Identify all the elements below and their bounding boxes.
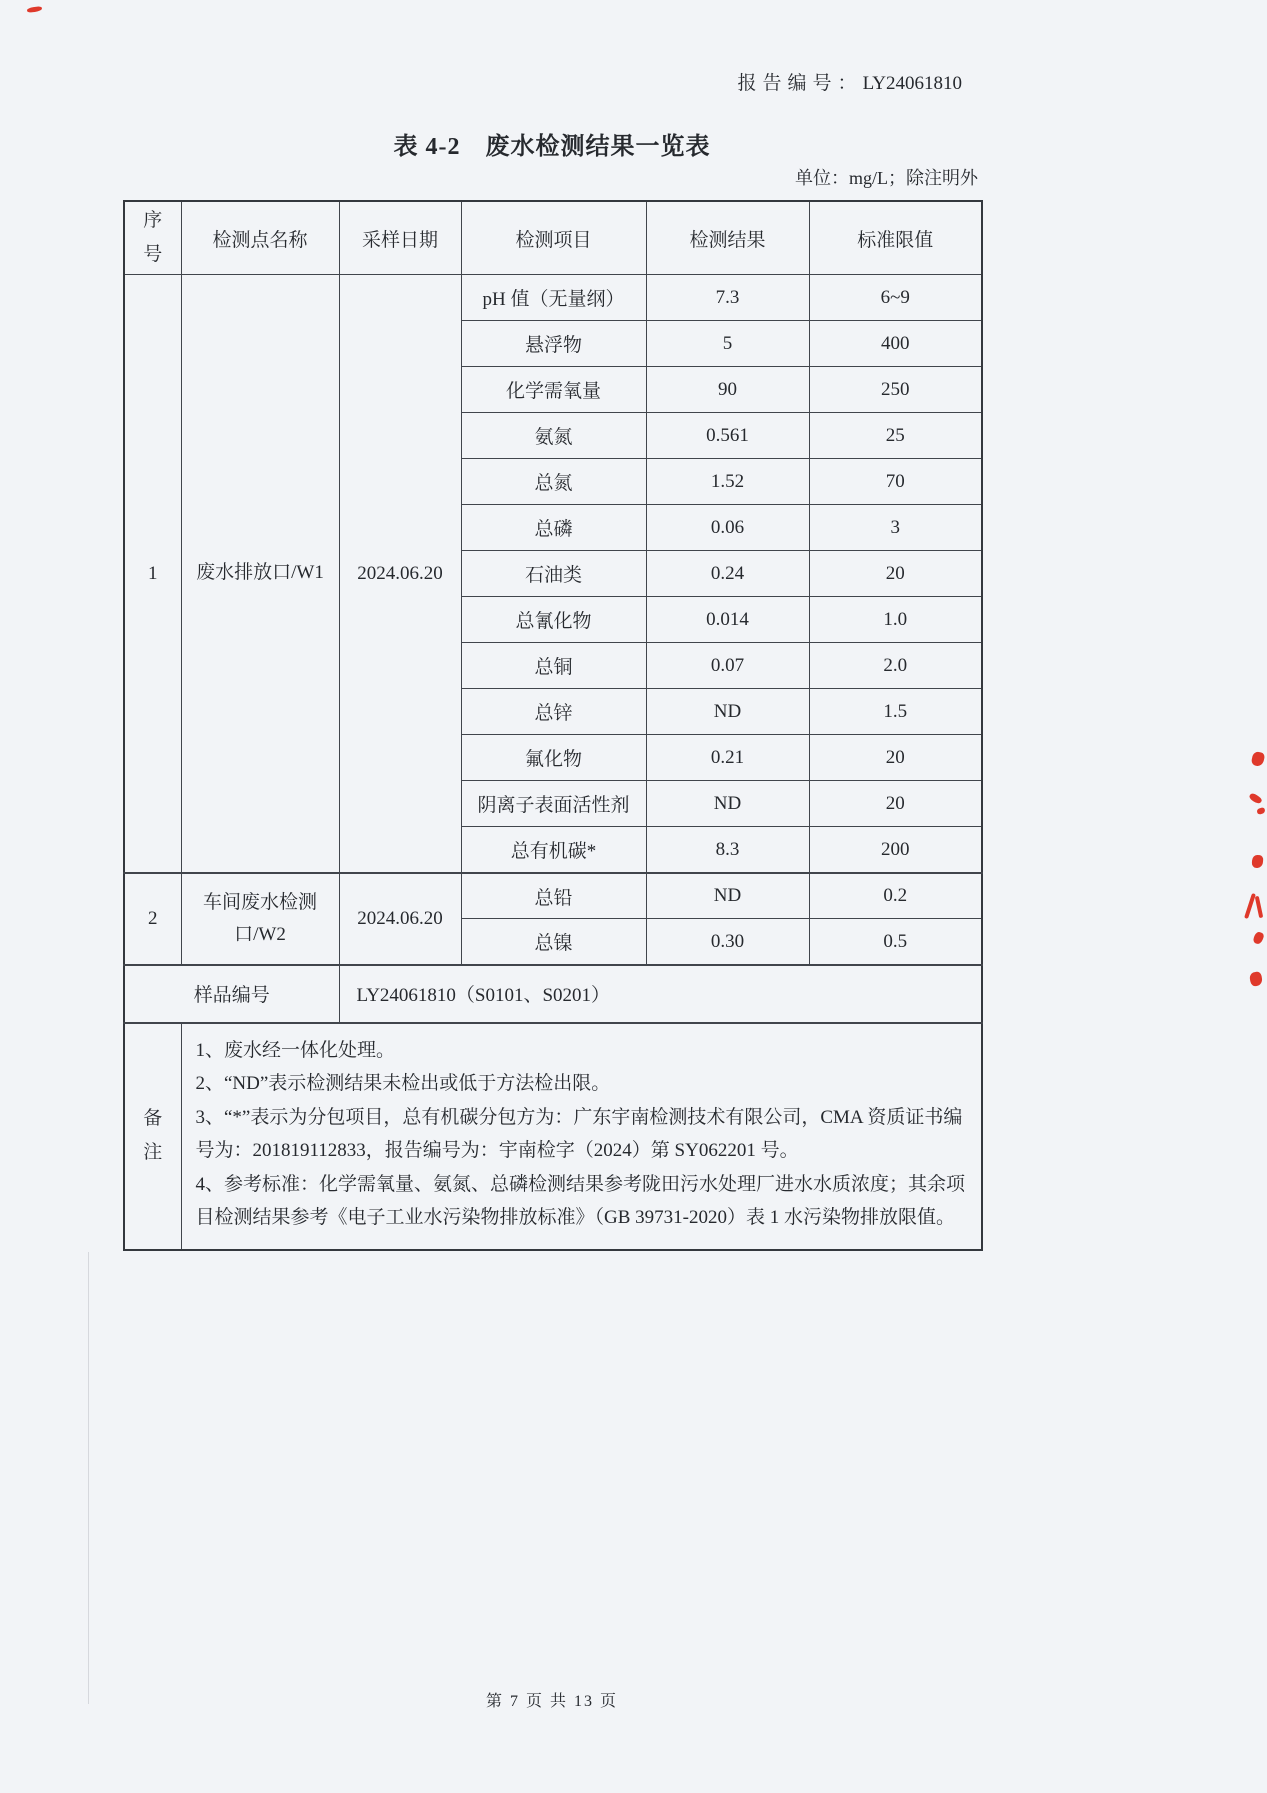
remarks-row	[124, 1023, 982, 1250]
test-result: ND	[646, 689, 809, 735]
limit-value: 1.0	[809, 597, 982, 643]
sample-id-row	[124, 965, 982, 1023]
stamp-fragment	[1248, 792, 1263, 805]
monitoring-point-text: 车间废水检测口/W2	[202, 891, 317, 945]
limit-value: 70	[809, 459, 982, 505]
results-tbody	[124, 275, 982, 965]
limit-value: 2.0	[809, 643, 982, 689]
remarks-cell	[181, 1023, 982, 1250]
test-result: 7.3	[646, 275, 809, 321]
test-result: 90	[646, 367, 809, 413]
limit-value: 25	[809, 413, 982, 459]
col-header-limit: 标准限值	[809, 201, 982, 275]
test-result: 0.24	[646, 551, 809, 597]
monitoring-point	[181, 873, 339, 965]
col-header-index-text: 序号	[143, 210, 163, 266]
test-item: 悬浮物	[461, 321, 646, 367]
test-item: 总磷	[461, 505, 646, 551]
test-item: 总铜	[461, 643, 646, 689]
limit-value: 20	[809, 735, 982, 781]
limit-value: 20	[809, 781, 982, 827]
sampling-date: 2024.06.20	[339, 873, 461, 965]
limit-value: 0.2	[809, 873, 982, 919]
table-header-row	[124, 201, 982, 275]
test-item: 石油类	[461, 551, 646, 597]
wastewater-results-table	[123, 200, 983, 1251]
stamp-fragment	[1255, 896, 1263, 918]
remarks-label	[124, 1023, 181, 1250]
limit-value: 0.5	[809, 919, 982, 965]
test-result: 0.561	[646, 413, 809, 459]
limit-value: 1.5	[809, 689, 982, 735]
test-result: 5	[646, 321, 809, 367]
report-number-label: 报告编号：	[737, 73, 863, 94]
test-item: 总镍	[461, 919, 646, 965]
table-row	[124, 275, 982, 321]
col-header-result: 检测结果	[646, 201, 809, 275]
test-result: 0.30	[646, 919, 809, 965]
test-item: 总有机碳*	[461, 827, 646, 873]
report-number	[738, 68, 962, 95]
stamp-fragment	[1249, 971, 1263, 987]
limit-value: 20	[809, 551, 982, 597]
sampling-date: 2024.06.20	[339, 275, 461, 873]
limit-value: 250	[809, 367, 982, 413]
test-result: 0.014	[646, 597, 809, 643]
sample-id-label: 样品编号	[124, 965, 339, 1023]
unit-note: 单位：mg/L；除注明外	[795, 168, 978, 188]
limit-value: 200	[809, 827, 982, 873]
sample-id-value: LY24061810（S0101、S0201）	[339, 965, 982, 1023]
remarks-label-text: 备注	[143, 1108, 163, 1164]
stamp-fragment	[1251, 751, 1266, 767]
test-item: 总氮	[461, 459, 646, 505]
test-item: 氨氮	[461, 413, 646, 459]
remark-line: 4、参考标准：化学需氧量、氨氮、总磷检测结果参考陇田污水处理厂进水水质浓度；其余项目检测结果参考《电子工业水污染物排放标准》（GB 39731-2020）表 1 水污染物排放限值。	[195, 1173, 966, 1229]
scan-artifact-line	[88, 1252, 89, 1704]
test-result: 1.52	[646, 459, 809, 505]
monitoring-point-text: 废水排放口/W1	[196, 562, 324, 584]
col-header-index	[124, 201, 181, 275]
test-item: 氟化物	[461, 735, 646, 781]
page-title: 表 4-2 废水检测结果一览表	[393, 134, 711, 160]
monitoring-point	[181, 275, 339, 873]
test-item: 化学需氧量	[461, 367, 646, 413]
test-result: ND	[646, 781, 809, 827]
col-header-date: 采样日期	[339, 201, 461, 275]
test-result: ND	[646, 873, 809, 919]
remark-line: 2、“ND”表示检测结果未检出或低于方法检出限。	[195, 1073, 611, 1095]
row-index: 2	[124, 873, 181, 965]
remark-line: 1、废水经一体化处理。	[195, 1039, 396, 1061]
test-item: 阴离子表面活性剂	[461, 781, 646, 827]
stamp-fragment	[1256, 807, 1265, 815]
report-number-value: LY24061810	[862, 73, 962, 94]
remark-line: 3、“*”表示为分包项目，总有机碳分包方为：广东宇南检测技术有限公司，CMA 资质证书编号为：201819112833，报告编号为：宇南检字（2024）第 SY062201 号。	[195, 1106, 963, 1162]
stamp-fragment	[1251, 855, 1263, 869]
test-item: pH 值（无量纲）	[461, 275, 646, 321]
limit-value: 6~9	[809, 275, 982, 321]
test-result: 0.07	[646, 643, 809, 689]
page-footer: 第 7 页 共 13 页	[485, 1693, 618, 1710]
stamp-fragment	[1252, 931, 1265, 945]
test-item: 总铅	[461, 873, 646, 919]
limit-value: 400	[809, 321, 982, 367]
col-header-point: 检测点名称	[181, 201, 339, 275]
col-header-item: 检测项目	[461, 201, 646, 275]
limit-value: 3	[809, 505, 982, 551]
stamp-fragment	[27, 6, 43, 13]
table-row	[124, 873, 982, 919]
test-item: 总锌	[461, 689, 646, 735]
test-result: 0.21	[646, 735, 809, 781]
test-item: 总氰化物	[461, 597, 646, 643]
test-result: 0.06	[646, 505, 809, 551]
row-index: 1	[124, 275, 181, 873]
test-result: 8.3	[646, 827, 809, 873]
